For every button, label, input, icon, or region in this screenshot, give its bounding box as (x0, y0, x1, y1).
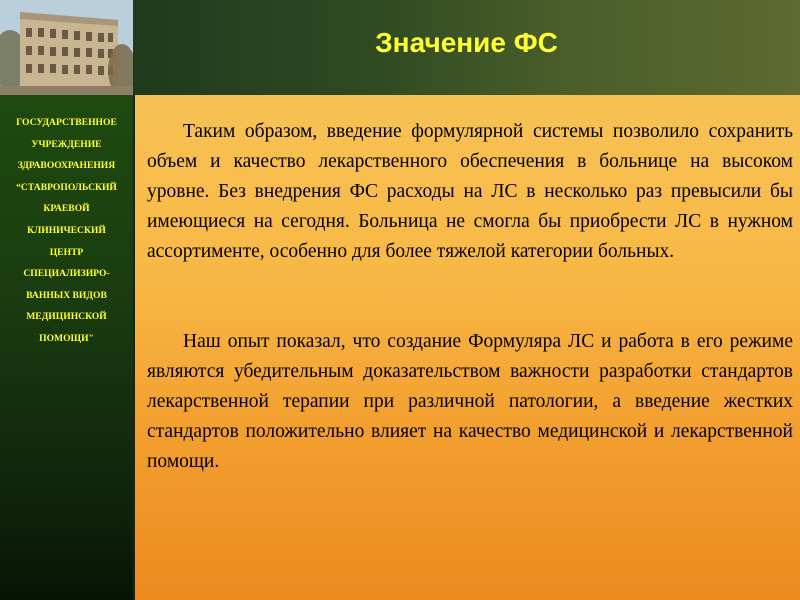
institution-line: ГОСУДАРСТВЕННОЕ (16, 117, 117, 128)
content-area (135, 95, 800, 600)
institution-line: КЛИНИЧЕСКИЙ (27, 224, 106, 236)
institution-line: СПЕЦИАЛИЗИРО- (23, 268, 110, 280)
institution-line: “СТАВРОПОЛЬСКИЙ (16, 181, 117, 193)
header-band (133, 0, 800, 95)
body-paragraph: Наш опыт показал, что создание Формуляра ЛС и работа в его режиме являются убедительным доказательством важности разработки стандартов лекарственной терапии при различной патологии, а введение жестких стандартов положительно влияет на качество медицинской и лекарственной помощи. (147, 331, 793, 472)
institution-line: ПОМОЩИ" (39, 332, 94, 344)
institution-line: ВАННЫХ ВИДОВ (26, 289, 107, 301)
institution-name (0, 112, 133, 350)
body-paragraph: Таким образом, введение формулярной системы позволило сохранить объем и качество лекарственного обеспечения в больнице на высоком уровне. Без внедрения ФС расходы на ЛС в несколько раз превысили бы имеющиеся на сегодня. Больница не смогла бы приобрести ЛС в нужном ассортименте, особенно для более тяжелой категории больных. (147, 121, 793, 262)
slide-title: Значение ФС (375, 27, 558, 58)
institution-line: УЧРЕЖДЕНИЕ (31, 138, 102, 150)
institution-line: КРАЕВОЙ (43, 203, 90, 215)
institution-line: ЦЕНТР (49, 246, 84, 258)
institution-line: ЗДРАВООХРАНЕНИЯ (17, 160, 116, 172)
institution-line: МЕДИЦИНСКОЙ (26, 311, 107, 323)
building-photo (0, 0, 133, 95)
